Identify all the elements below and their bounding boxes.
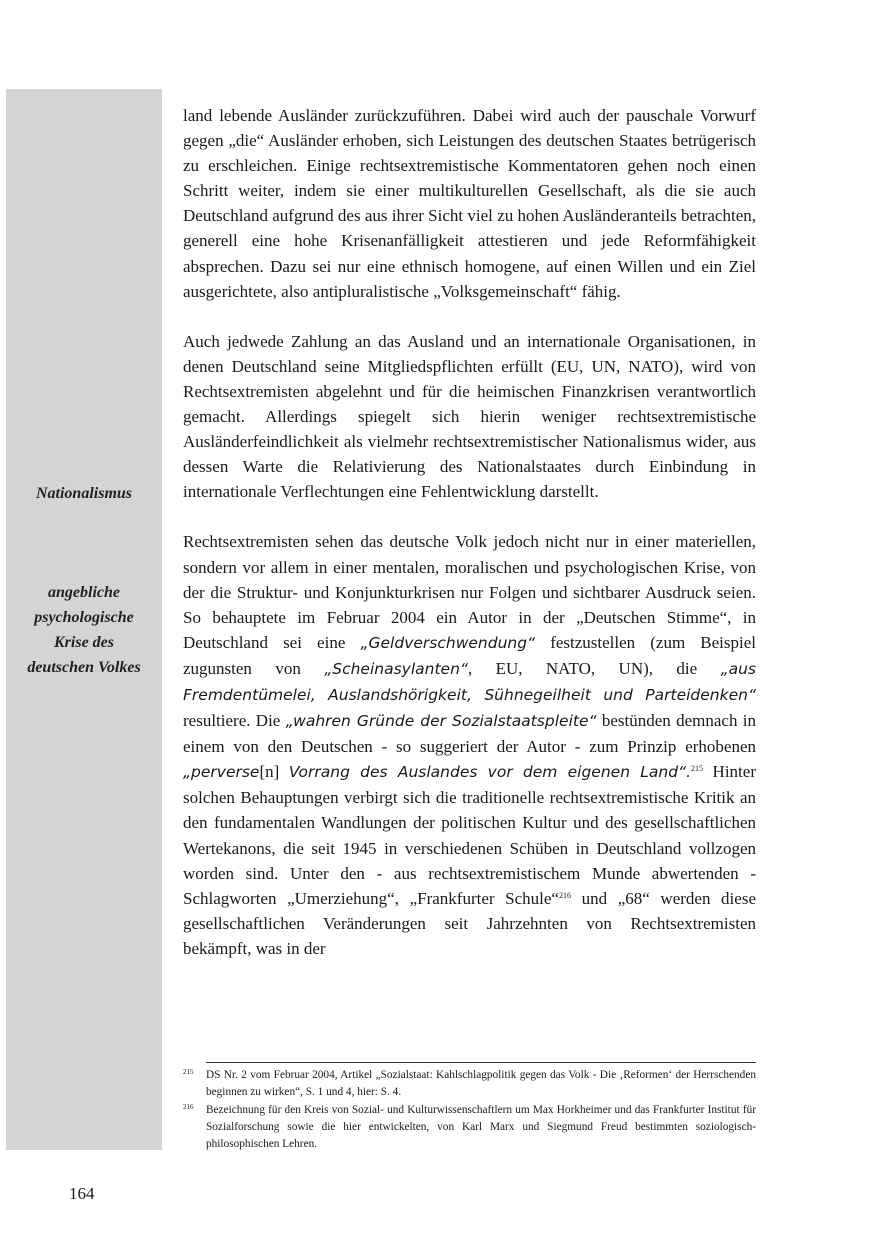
body-text — [183, 103, 756, 961]
margin-note-line: deutschen Volkes — [27, 659, 141, 676]
text-run: resultiere. Die — [183, 711, 286, 731]
page-number: 164 — [69, 1184, 95, 1203]
margin-note-line: Krise des — [54, 634, 114, 651]
footnote-number: 215 — [183, 1068, 194, 1076]
quote: „Geldverschwendung“ — [360, 633, 536, 652]
paragraph-2: Auch jedwede Zahlung an das Ausland und an internationale Organisationen, in denen Deutschland seine Mitgliedspflichten erfüllt (EU, UN, NATO), wird von Rechtsextremisten abgelehnt und für die heimischen Finanzkrisen verantwortlich gemacht. Allerdings spiegelt sich hierin weniger rechtsextremistische Ausländerfeindlichkeit als vielmehr rechtsextremistischer Nationalismus wider, aus dessen Warte die Relativierung des Nationalstaates durch Einbindung in internationale Verflechtungen eine Fehlentwicklung darstellt. — [183, 331, 756, 502]
quote: „perverse — [183, 763, 260, 782]
margin-note-line: psychologische — [34, 609, 134, 626]
text-run: [n] — [259, 762, 289, 782]
footnote-item — [183, 1102, 756, 1153]
footnote-item — [183, 1067, 756, 1101]
margin-note-nationalismus — [6, 481, 162, 506]
margin-note-line: Nationalismus — [35, 485, 133, 502]
quote: „wahren Gründe der Sozialstaatspleite“ — [285, 712, 597, 731]
footnote-marker[interactable]: 215 — [691, 764, 703, 774]
text-run: festzustellen (zum Beispiel zugunsten von — [183, 632, 756, 678]
text-run: Hinter solchen Behauptungen verbirgt sich die traditionelle rechtsextremistische Kritik an den fundamentalen Wandlungen der politischen Kultur und des gesellschaftlichen Wertekanons, die seit 1945 in verschiedenen Schüben in Deutschland vollzogen worden sind. Unter den - aus rechtsextremistischem Munde abwertenden - Schlagworten „Umerziehung“, „Frankfurter Schule“ — [183, 762, 756, 908]
footnotes — [183, 1067, 756, 1154]
footnote-text: DS Nr. 2 vom Februar 2004, Artikel „Sozialstaat: Kahlschlagpolitik gegen das Volk - Die ‚Reformen‘ der Herrschenden beginnen zu wirken“, S. 1 und 4, hier: S. 4. — [206, 1069, 756, 1098]
margin-note-psychological-crisis — [6, 580, 162, 680]
margin-note-line: angebliche — [48, 584, 120, 601]
footnote-marker[interactable]: 216 — [558, 890, 571, 900]
footnote-number: 216 — [183, 1103, 194, 1111]
text-run: Rechtsextremisten sehen das deutsche Volk jedoch nicht nur in einer materiellen, sondern vor allem in einer mentalen, moralischen und psychologischen Krise, von der die Struktur- und Konjunkturkrisen nur Folgen und sichtbarer Ausdruck seien. So behauptete im Februar 2004 ein Autor in der „Deutschen Stimme“, in Deutschland sei eine — [183, 532, 756, 652]
quote: „aus Fremdentümelei, Auslandshörigkeit, Sühnegeilheit und Parteidenken“ — [183, 659, 757, 704]
paragraph-3 — [183, 529, 756, 961]
quote: „Scheinasylanten“ — [324, 659, 468, 678]
text-run: und „68“ werden diese gesellschaftlichen Veränderungen seit Jahrzehnten von Rechtsextremisten bekämpft, was in der — [183, 888, 756, 958]
footnote-divider — [206, 1062, 756, 1063]
paragraph-1: land lebende Ausländer zurückzuführen. Dabei wird auch der pauschale Vorwurf gegen „die“ Ausländer erhoben, sich Leistungen des deutschen Staates betrügerisch zu erschleichen. Einige rechtsextremistische Kommentatoren gehen noch einen Schritt weiter, indem sie einer multikulturellen Gesellschaft, als die sie auch Deutschland aufgrund des aus ihrer Sicht viel zu hohen Ausländeranteils betrachten, generell eine hohe Krisenanfälligkeit attestieren und jede Reformfähigkeit absprechen. Dazu sei nur eine ethnisch homogene, auf einen Willen und ein Ziel ausgerichtete, also antipluralistische „Volksgemeinschaft“ fähig. — [183, 106, 756, 301]
text-run: , EU, NATO, UN), die — [467, 658, 721, 678]
text-run: bestünden demnach in einem von den Deutschen - so suggeriert der Autor - zum Prinzip erhobenen — [183, 711, 756, 757]
footnote-text: Bezeichnung für den Kreis von Sozial- und Kulturwissenschaftlern um Max Horkheimer und das Frankfurter Institut für Sozialforschung sowie die hier entwickelten, von Karl Marx und Siegmund Freud bestimmten soziologisch-philosophischen Lehren. — [206, 1104, 756, 1150]
quote: Vorrang des Auslandes vor dem eigenen Land“. — [288, 763, 691, 782]
